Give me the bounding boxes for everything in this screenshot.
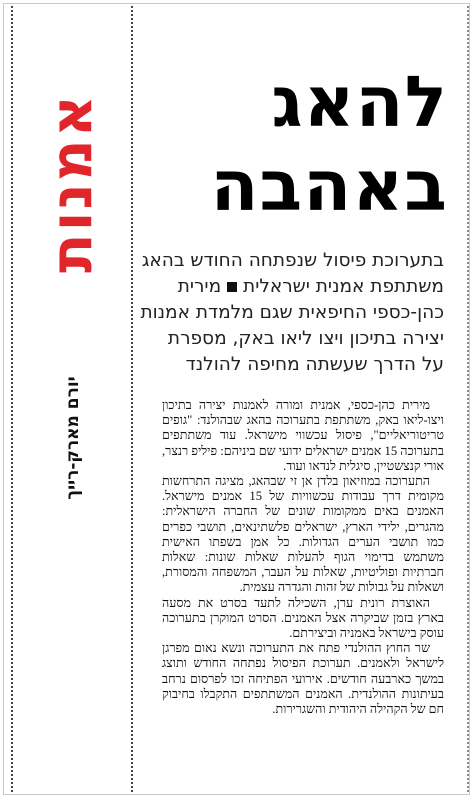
author-byline: יורם מארק-רייך [63,376,83,500]
article-lead [140,248,444,378]
article [140,60,448,717]
body-paragraph: התערוכה במוזיאון בלדן אן זי שבהאג, מציגה התרחשות מקומית דרך עבודות עכשוויות של 15 אמנים מישראל. האמנים באים ממקומות שונים של החברה הישראלית: מהגרים, ילידי הארץ, ישראלים פלשתינאים, תושבי כפרים כמו תושבי הערים הגדולות. כל אמן בשפתו האישית משתמש בדימוי הגוף להעלות שאלות שונות: שאלות חברתיות ופוליטיות, שאלות על העבר, המשפחה והמסורת, ושאלות על גבולות של זהות והגדרה עצמית. [162,474,444,595]
section-strip [13,8,129,790]
article-headline [140,60,448,228]
headline-line-1: להאג [271,61,448,143]
square-bullet-icon [227,282,237,292]
lead-part-1: בתערוכת פיסול שנפתחה החודש בהאג משתתפת אמנית ישראלית [141,250,444,297]
body-paragraph: שר החוץ ההולנדי פתח את התערוכה ונשא נאום מפרגן לישראל ולאמנים. תערוכת הפיסול נפתחה החודש ותוצג במשך כארבעה חודשים. אירועי הפתיחה זכו לפרסום נרחב בעיתונות ההולנדית. האמנים המשתתפים התקבלו בחיבוק חם של הקהילה היהודית והשגרירות. [162,641,444,717]
headline-line-2: באהבה [210,145,448,227]
body-paragraph: האוצרת רונית ערן, השכילה לתעד בסרט את מסעה בארץ בזמן שביקרה אצל האמנים. הסרט המוקרן בתערוכה עוסק בישראל באמניה וביצירתם. [162,595,444,641]
dotted-divider-middle [131,6,133,792]
article-body [162,398,444,717]
body-paragraph: מירית כהן-כספי, אמנית ומורה לאמנות יצירה בתיכון ויצו-ליאו באק, משתתפת בתערוכה בהאג שבהולנד: "גופים טריטוריאליים", פיסול עכשווי מישראל. עוד משתתפים בתערוכה 15 אמנים ישראלים ידועי שם ביניהם: פיליפ רנצר, אורי קנצשטיין, סיגלית לנדאו ועוד. [162,398,444,473]
dotted-divider-right [467,6,469,792]
lead-part-2: מירית כהן-כספי החיפאית שגם מלמדת אמנות יצירה בתיכון ויצו ליאו באק, מספרת על הדרך שעשתה מחיפה להולנד [140,276,444,375]
section-title: אמנות [37,92,105,274]
